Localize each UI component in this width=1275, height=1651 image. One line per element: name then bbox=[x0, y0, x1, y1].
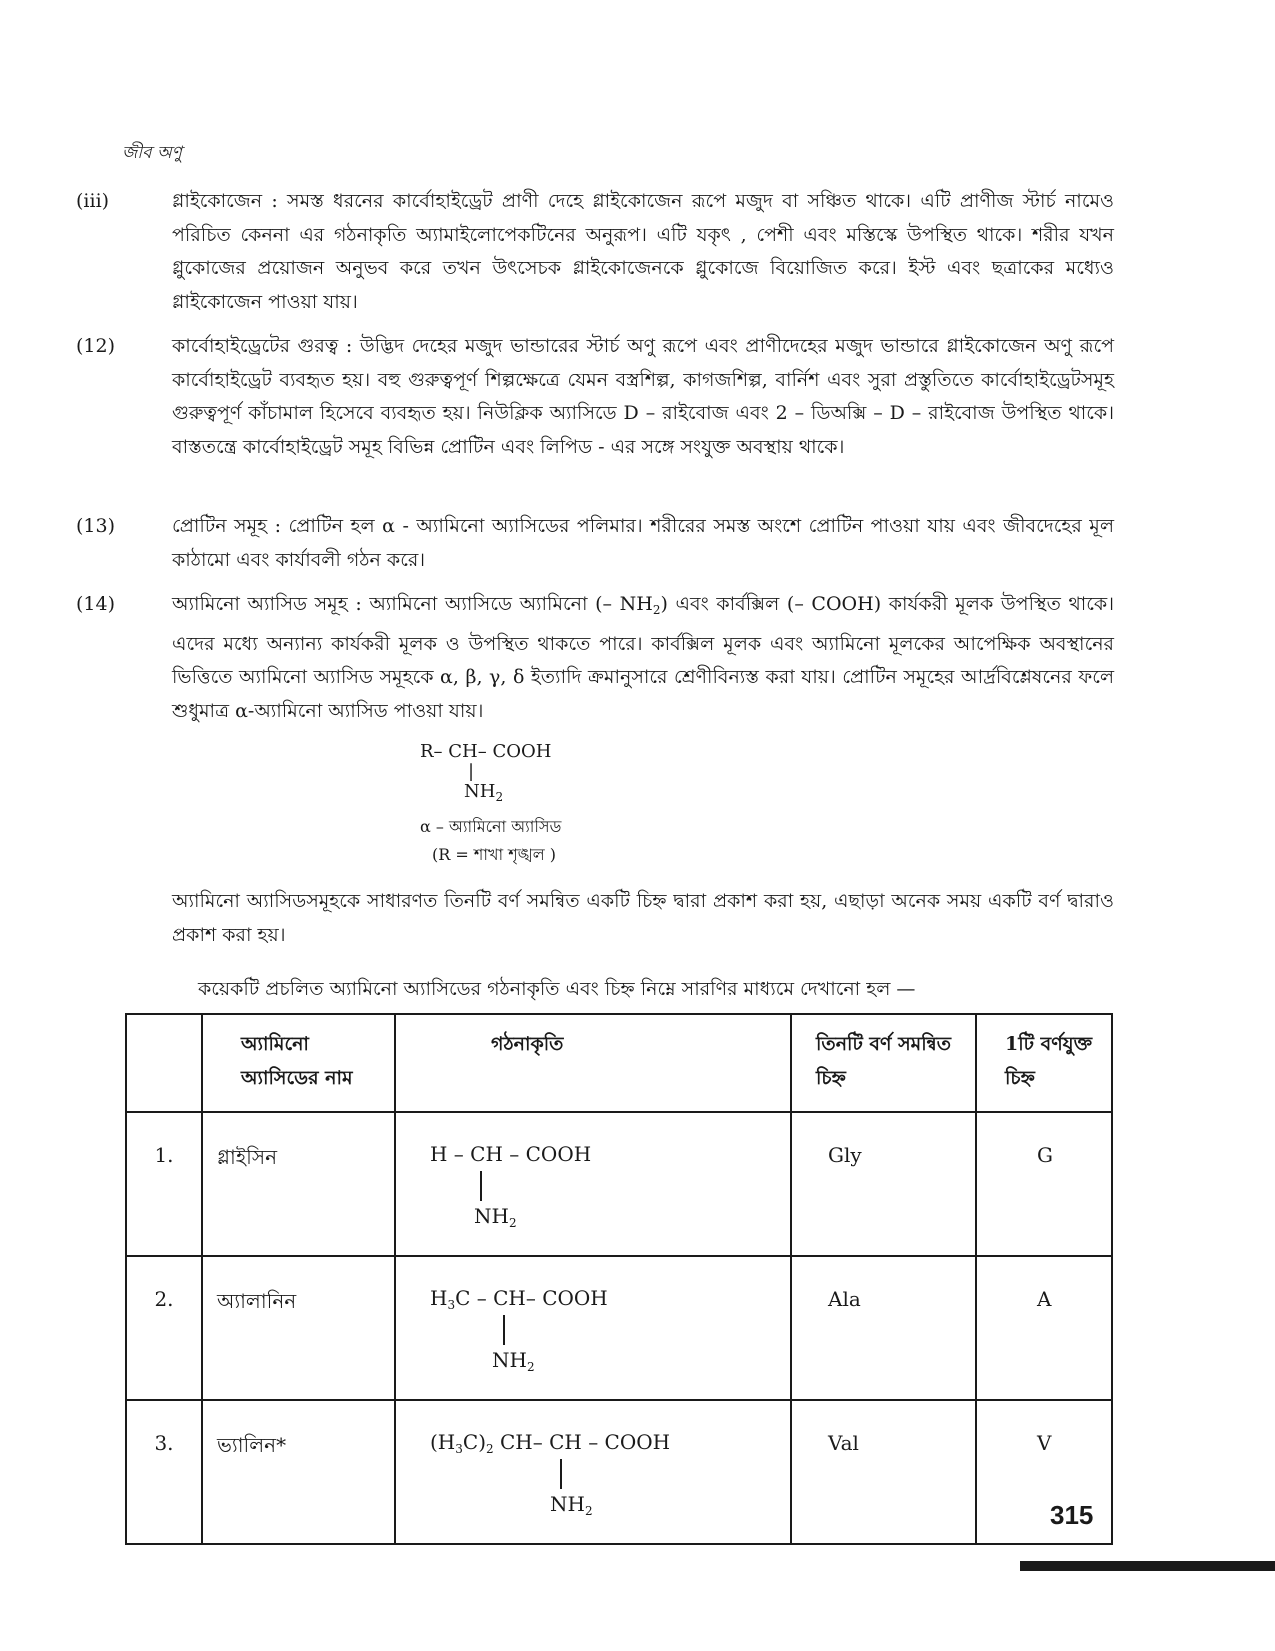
structure-bond bbox=[560, 1459, 562, 1489]
three-letter-code: Ala bbox=[791, 1256, 976, 1400]
structure-cell bbox=[395, 1112, 791, 1256]
structure-amine: $NH_2$ bbox=[550, 1492, 593, 1518]
formula-amine: $NH_2$ bbox=[464, 781, 504, 804]
paragraph-carbohydrate-importance bbox=[76, 330, 1114, 464]
paragraph-text-b: ) এবং কার্বক্সিল (– COOH) কার্যকরী মূলক উপস্থিত থাকে। এদের মধ্যে অন্যান্য কার্যকরী মূলক ও উপস্থিত থাকতে পারে। কার্বক্সিল মূলক এবং অ্যামিনো মূলকের আপেক্ষিক অবস্থানের ভিত্তিতে অ্যামিনো অ্যাসিড সমূহকে α, β, γ, δ ইত্যাদি ক্রমানুসারে শ্রেণীবিন্যস্ত করা যায়। প্রোটিন সমূহের আর্দ্রবিশ্লেষনের ফলে শুধুমাত্র α-অ্যামিনো অ্যাসিড পাওয়া যায়। bbox=[172, 593, 1114, 722]
table-caption: কয়েকটি প্রচলিত অ্যামিনো অ্যাসিডের গঠনাকৃতি এবং চিহ্ন নিম্নে সারণির মাধ্যমে দেখানো হল — bbox=[198, 978, 916, 1000]
page-number: 315 bbox=[1050, 1500, 1094, 1530]
one-letter-code: G bbox=[976, 1112, 1112, 1256]
alpha-amino-acid-formula bbox=[420, 740, 561, 867]
structure-valine bbox=[430, 1431, 778, 1531]
header-one-letter: 1টি বর্ণযুক্ত চিহ্ন bbox=[976, 1014, 1112, 1112]
structure-cell bbox=[395, 1256, 791, 1400]
formula-line-main: R– CH– COOH bbox=[420, 741, 552, 762]
amino-acid-table bbox=[125, 1013, 1113, 1545]
structure-cell bbox=[395, 1400, 791, 1544]
footer-rule bbox=[1020, 1561, 1275, 1571]
header-structure: গঠনাকৃতি bbox=[395, 1014, 791, 1112]
three-letter-code: Val bbox=[791, 1400, 976, 1544]
structure-glycine bbox=[430, 1143, 778, 1243]
row-number: 1. bbox=[126, 1112, 202, 1256]
structure-main-chain: $(H_3C)_2$ CH– CH – COOH bbox=[430, 1430, 671, 1456]
one-letter-code: V bbox=[976, 1400, 1112, 1544]
paragraph-number: (13) bbox=[76, 515, 116, 537]
amino-acid-name: গ্লাইসিন bbox=[202, 1112, 395, 1256]
structure-main-chain: H – CH – COOH bbox=[430, 1142, 592, 1166]
table-row bbox=[126, 1112, 1112, 1256]
paragraph-number: (iii) bbox=[76, 190, 110, 212]
subscript: 2 bbox=[652, 603, 661, 617]
structure-bond bbox=[503, 1315, 505, 1345]
row-number: 3. bbox=[126, 1400, 202, 1544]
paragraph-symbols bbox=[124, 885, 1114, 952]
formula-note: (R = শাখা শৃঙ্খল ) bbox=[432, 845, 556, 864]
table-row bbox=[126, 1400, 1112, 1544]
formula-caption: α – অ্যামিনো অ্যাসিড bbox=[420, 817, 562, 836]
row-number: 2. bbox=[126, 1256, 202, 1400]
structure-alanine bbox=[430, 1287, 778, 1387]
formula-bond: | bbox=[468, 761, 475, 782]
paragraph-text: গ্লাইকোজেন : সমস্ত ধরনের কার্বোহাইড্রেট প্রাণী দেহে গ্লাইকোজেন রূপে মজুদ বা সঞ্চিত থাকে। এটি প্রাণীজ স্টার্চ নামেও পরিচিত কেননা এর গঠনাকৃতি অ্যামাইলোপেকটিনের অনুরূপ। এটি যকৃৎ , পেশী এবং মস্তিস্কে উপস্থিত থাকে। শরীর যখন গ্লুকোজের প্রয়োজন অনুভব করে তখন উৎসেচক গ্লাইকোজেনকে গ্লুকোজে বিয়োজিত করে। ইস্ট এবং ছত্রাকের মধ্যেও গ্লাইকোজেন পাওয়া যায়। bbox=[172, 190, 1114, 313]
one-letter-code: A bbox=[976, 1256, 1112, 1400]
paragraph-text-a: অ্যামিনো অ্যাসিড সমূহ : অ্যামিনো অ্যাসিডে অ্যামিনো (– NH bbox=[172, 593, 653, 615]
paragraph-text: অ্যামিনো অ্যাসিডসমূহকে সাধারণত তিনটি বর্ণ সমন্বিত একটি চিহ্ন দ্বারা প্রকাশ করা হয়, এছাড়া অনেক সময় একটি বর্ণ দ্বারাও প্রকাশ করা হয়। bbox=[172, 890, 1114, 946]
paragraph-proteins bbox=[76, 510, 1114, 577]
structure-amine: $NH_2$ bbox=[492, 1348, 535, 1374]
amino-acid-name: অ্যালানিন bbox=[202, 1256, 395, 1400]
table-row bbox=[126, 1256, 1112, 1400]
paragraph-text: কার্বোহাইড্রেটের গুরত্ব : উদ্ভিদ দেহের মজুদ ভান্ডারের স্টার্চ অণু রূপে এবং প্রাণীদেহের মজুদ ভান্ডারে গ্লাইকোজেন অণু রূপে কার্বোহাইড্রেট ব্যবহৃত হয়। বহু গুরুত্বপূর্ণ শিল্পক্ষেত্রে যেমন বস্ত্রশিল্প, কাগজশিল্প, বার্নিশ এবং সুরা প্রস্তুতিতে কার্বোহাইড্রেটসমূহ গুরুত্বপূর্ণ কাঁচামাল হিসেবে ব্যবহৃত হয়। নিউক্লিক অ্যাসিডে D – রাইবোজ এবং 2 – ডিঅক্সি – D – রাইবোজ উপস্থিত থাকে। বাস্ততন্ত্রে কার্বোহাইড্রেট সমূহ বিভিন্ন প্রোটিন এবং লিপিড - এর সঙ্গে সংযুক্ত অবস্থায় থাকে। bbox=[172, 335, 1114, 458]
three-letter-code: Gly bbox=[791, 1112, 976, 1256]
table-header-row bbox=[126, 1014, 1112, 1112]
structure-bond bbox=[480, 1171, 482, 1201]
paragraph-number: (14) bbox=[76, 593, 116, 615]
paragraph-number: (12) bbox=[76, 335, 116, 357]
paragraph-glycogen bbox=[76, 185, 1114, 319]
structure-amine: $NH_2$ bbox=[474, 1204, 517, 1230]
running-title: জীব অণু bbox=[122, 143, 182, 163]
paragraph-text: প্রোটিন সমূহ : প্রোটিন হল α - অ্যামিনো অ্যাসিডের পলিমার। শরীরের সমস্ত অংশে প্রোটিন পাওয়া যায় এবং জীবদেহের মূল কাঠামো এবং কার্যাবলী গঠন করে। bbox=[172, 515, 1114, 571]
header-name: অ্যামিনো অ্যাসিডের নাম bbox=[202, 1014, 395, 1112]
header-three-letter: তিনটি বর্ণ সমন্বিত চিহ্ন bbox=[791, 1014, 976, 1112]
structure-main-chain: $H_3C - CH-$ COOH bbox=[430, 1286, 608, 1312]
paragraph-amino-acids bbox=[76, 588, 1114, 728]
header-number bbox=[126, 1014, 202, 1112]
amino-acid-name: ভ্যালিন* bbox=[202, 1400, 395, 1544]
